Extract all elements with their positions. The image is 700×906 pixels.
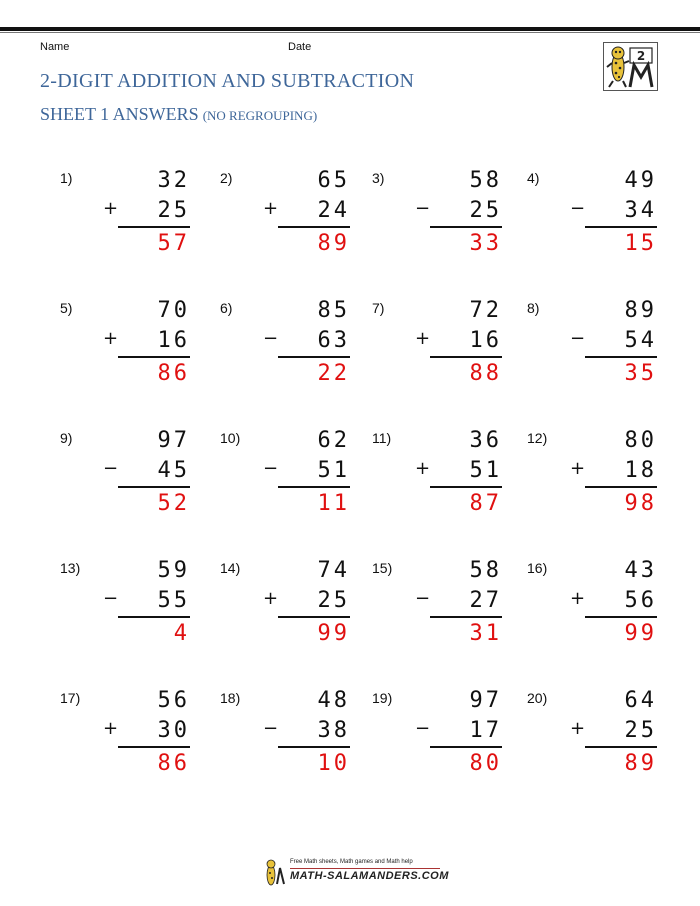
- problem-number: 13): [60, 560, 81, 576]
- first-operand: 65: [317, 168, 350, 193]
- first-operand: 43: [624, 558, 657, 583]
- first-operand: 89: [624, 298, 657, 323]
- date-label: Date: [288, 41, 312, 53]
- sum-line: [118, 356, 190, 358]
- first-operand: 59: [157, 558, 190, 583]
- answer: 11: [317, 491, 350, 516]
- answer: 57: [157, 231, 190, 256]
- answer: 10: [317, 751, 350, 776]
- sum-line: [278, 226, 350, 228]
- second-operand: 16: [157, 328, 190, 353]
- sum-line: [585, 226, 657, 228]
- first-operand: 74: [317, 558, 350, 583]
- problem-number: 8): [527, 300, 540, 316]
- second-operand: 25: [624, 718, 657, 743]
- first-operand: 49: [624, 168, 657, 193]
- sum-line: [585, 486, 657, 488]
- problem-number: 1): [60, 170, 73, 186]
- problem-number: 12): [527, 430, 548, 446]
- problem-7: [372, 300, 502, 410]
- problem-8: [527, 300, 657, 410]
- problem-4: [527, 170, 657, 280]
- operator-sign: −: [570, 328, 586, 349]
- second-operand: 30: [157, 718, 190, 743]
- problem-number: 6): [220, 300, 233, 316]
- footer-salamander-icon: [262, 858, 288, 888]
- answer: 86: [157, 751, 190, 776]
- answer: 88: [469, 361, 502, 386]
- problem-number: 20): [527, 690, 548, 706]
- second-operand: 24: [317, 198, 350, 223]
- problem-14: [220, 560, 350, 670]
- problem-5: [60, 300, 190, 410]
- second-operand: 16: [469, 328, 502, 353]
- sum-line: [118, 616, 190, 618]
- second-operand: 25: [317, 588, 350, 613]
- problem-13: [60, 560, 190, 670]
- answer: 22: [317, 361, 350, 386]
- sum-line: [278, 616, 350, 618]
- operator-sign: +: [570, 458, 586, 479]
- problem-15: [372, 560, 502, 670]
- second-operand: 51: [317, 458, 350, 483]
- logo-badge-text: 2: [636, 49, 646, 63]
- sum-line: [430, 746, 502, 748]
- sum-line: [430, 226, 502, 228]
- worksheet-subtitle: [40, 104, 317, 125]
- problem-number: 7): [372, 300, 385, 316]
- sum-line: [118, 486, 190, 488]
- problem-number: 17): [60, 690, 81, 706]
- operator-sign: −: [263, 718, 279, 739]
- operator-sign: +: [103, 328, 119, 349]
- second-operand: 63: [317, 328, 350, 353]
- answer: 35: [624, 361, 657, 386]
- operator-sign: −: [263, 458, 279, 479]
- first-operand: 64: [624, 688, 657, 713]
- problem-1: [60, 170, 190, 280]
- problem-number: 9): [60, 430, 73, 446]
- footer-branding: [262, 858, 449, 888]
- operator-sign: +: [103, 718, 119, 739]
- second-operand: 54: [624, 328, 657, 353]
- second-operand: 56: [624, 588, 657, 613]
- problem-number: 2): [220, 170, 233, 186]
- operator-sign: −: [415, 198, 431, 219]
- salamander-logo: [603, 42, 658, 91]
- operator-sign: −: [415, 588, 431, 609]
- answer: 99: [624, 621, 657, 646]
- worksheet-title: 2-DIGIT ADDITION AND SUBTRACTION: [40, 70, 415, 92]
- answer: 33: [469, 231, 502, 256]
- operator-sign: +: [263, 588, 279, 609]
- operator-sign: −: [570, 198, 586, 219]
- second-operand: 51: [469, 458, 502, 483]
- second-operand: 38: [317, 718, 350, 743]
- problem-number: 3): [372, 170, 385, 186]
- problem-number: 5): [60, 300, 73, 316]
- answer: 89: [317, 231, 350, 256]
- problem-number: 19): [372, 690, 393, 706]
- problem-12: [527, 430, 657, 540]
- answer: 80: [469, 751, 502, 776]
- problem-6: [220, 300, 350, 410]
- problem-3: [372, 170, 502, 280]
- problem-11: [372, 430, 502, 540]
- problem-20: [527, 690, 657, 800]
- sum-line: [118, 746, 190, 748]
- problem-number: 4): [527, 170, 540, 186]
- problem-19: [372, 690, 502, 800]
- answer: 89: [624, 751, 657, 776]
- answer: 98: [624, 491, 657, 516]
- first-operand: 85: [317, 298, 350, 323]
- second-operand: 17: [469, 718, 502, 743]
- problem-2: [220, 170, 350, 280]
- answer: 87: [469, 491, 502, 516]
- first-operand: 32: [157, 168, 190, 193]
- problem-16: [527, 560, 657, 670]
- problem-number: 18): [220, 690, 241, 706]
- second-operand: 34: [624, 198, 657, 223]
- sum-line: [118, 226, 190, 228]
- first-operand: 48: [317, 688, 350, 713]
- second-operand: 25: [157, 198, 190, 223]
- second-operand: 25: [469, 198, 502, 223]
- salamander-icon: [604, 43, 657, 90]
- problem-18: [220, 690, 350, 800]
- first-operand: 58: [469, 168, 502, 193]
- operator-sign: +: [570, 588, 586, 609]
- problem-10: [220, 430, 350, 540]
- first-operand: 72: [469, 298, 502, 323]
- name-label: Name: [40, 41, 70, 53]
- answer: 52: [157, 491, 190, 516]
- second-operand: 55: [157, 588, 190, 613]
- second-operand: 18: [624, 458, 657, 483]
- first-operand: 97: [157, 428, 190, 453]
- first-operand: 62: [317, 428, 350, 453]
- operator-sign: −: [103, 588, 119, 609]
- sum-line: [278, 486, 350, 488]
- sum-line: [278, 356, 350, 358]
- subtitle-main: SHEET 1 ANSWERS: [40, 104, 199, 124]
- first-operand: 58: [469, 558, 502, 583]
- answer: 86: [157, 361, 190, 386]
- second-operand: 45: [157, 458, 190, 483]
- first-operand: 80: [624, 428, 657, 453]
- operator-sign: −: [103, 458, 119, 479]
- operator-sign: +: [263, 198, 279, 219]
- top-border-thick: [0, 27, 700, 31]
- operator-sign: +: [415, 458, 431, 479]
- sum-line: [585, 616, 657, 618]
- top-border-thin: [0, 32, 700, 33]
- sum-line: [585, 746, 657, 748]
- problem-number: 10): [220, 430, 241, 446]
- answer: 99: [317, 621, 350, 646]
- operator-sign: −: [415, 718, 431, 739]
- footer-divider: [290, 868, 440, 869]
- subtitle-note: (NO REGROUPING): [202, 108, 318, 123]
- problem-number: 15): [372, 560, 393, 576]
- footer-tagline: Free Math sheets, Math games and Math help: [290, 859, 413, 865]
- sum-line: [430, 356, 502, 358]
- sum-line: [278, 746, 350, 748]
- footer-brand: MATH-SALAMANDERS.COM: [290, 870, 449, 882]
- answer: 15: [624, 231, 657, 256]
- operator-sign: −: [263, 328, 279, 349]
- operator-sign: +: [570, 718, 586, 739]
- sum-line: [430, 616, 502, 618]
- sum-line: [430, 486, 502, 488]
- operator-sign: +: [103, 198, 119, 219]
- answer: 31: [469, 621, 502, 646]
- problem-number: 11): [372, 430, 392, 446]
- answer: 4: [173, 621, 190, 646]
- problem-number: 16): [527, 560, 548, 576]
- problem-9: [60, 430, 190, 540]
- problem-17: [60, 690, 190, 800]
- problem-number: 14): [220, 560, 241, 576]
- operator-sign: +: [415, 328, 431, 349]
- first-operand: 56: [157, 688, 190, 713]
- second-operand: 27: [469, 588, 502, 613]
- first-operand: 36: [469, 428, 502, 453]
- first-operand: 70: [157, 298, 190, 323]
- first-operand: 97: [469, 688, 502, 713]
- sum-line: [585, 356, 657, 358]
